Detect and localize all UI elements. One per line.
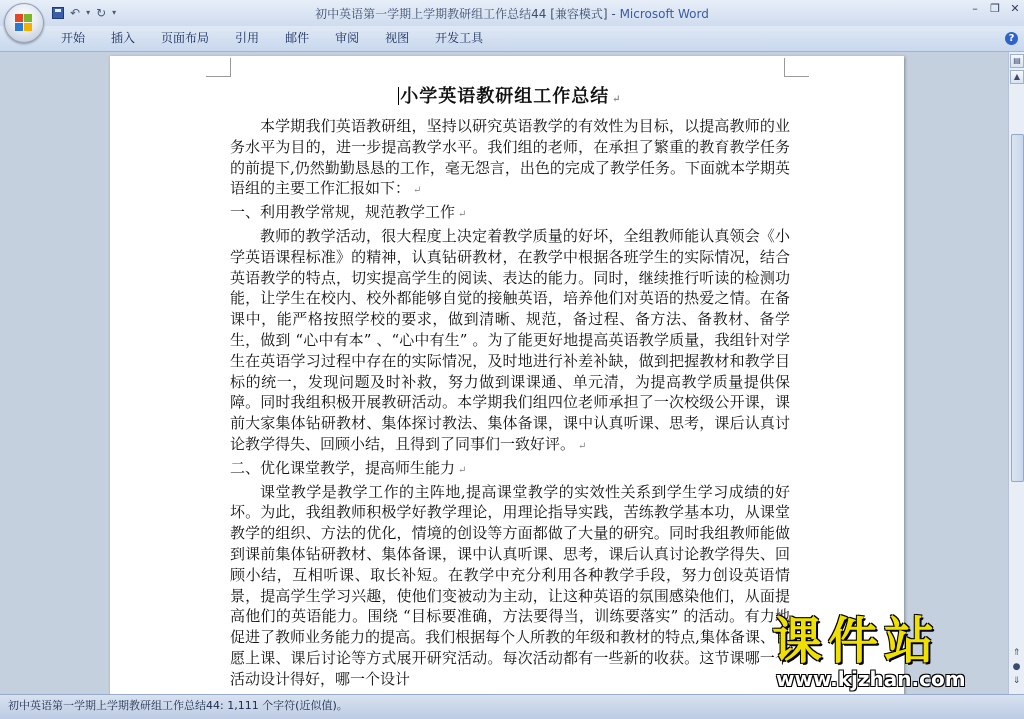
ribbon <box>0 26 1024 52</box>
office-button[interactable] <box>4 3 44 43</box>
ribbon-tabs <box>48 26 496 51</box>
undo-dropdown-icon[interactable]: ▾ <box>86 8 91 17</box>
scroll-thumb[interactable] <box>1011 134 1024 482</box>
paragraph-text: 课堂教学是教学工作的主阵地,提高课堂教学的实效性关系到学生学习成绩的好坏。为此，我组教师积极学好教学理论，用理论指导实践，苦练教学基本功，从课堂教学的组织、方法的优化，情境的创设等方面都做了大量的研究。同时我组教师能做到课前集体钻研教材、集体备课，课中认真听课、思考，课后认真讨论教学得失、回顾小结，互相听课、取长补短。在教学中充分利用各种教学手段，努力创设英语情景，提高学生学习兴趣，使他们变被动为主动，让这种英语的氛围感染他们，从面提高他们的英语能力。围绕 “目标要准确，方法要得当，训练要落实” 的活动。有力地促进了教师业务能力的提高。我们根据每个人所教的年级和教材的特点,集体备课、自愿上课、课后讨论等方式展开研究活动。每次活动都有一些新的收获。这节课哪一个活动设计得好，哪一个设计 <box>230 482 790 688</box>
paragraph-text: 本学期我们英语教研组，坚持以研究英语教学的有效性为目标，以提高教师的业务水平为目的，进一步提高教学水平。我们组的老师，在承担了繁重的教育教学任务的前提下,仍然勤勤恳恳的工作，毫无怨言，出色的完成了教学任务。下面就本学期英语组的主要工作汇报如下： <box>230 117 790 198</box>
tab-mailings[interactable]: 邮件 <box>285 31 310 45</box>
redo-icon[interactable]: ↻ <box>96 6 107 20</box>
paragraph-mark-icon: ↵ <box>458 209 467 221</box>
tab-review[interactable]: 审阅 <box>335 31 360 45</box>
paragraph-section-2 <box>230 482 790 690</box>
minimize-icon[interactable]: – <box>972 2 978 15</box>
vertical-scrollbar[interactable] <box>1008 52 1024 694</box>
window-controls <box>970 2 1020 16</box>
margin-corner-top-right <box>784 58 809 77</box>
customize-toolbar-icon[interactable]: ▾ <box>112 8 117 17</box>
previous-page-icon[interactable]: ⇑ <box>1012 648 1021 658</box>
browse-object-icon[interactable]: ● <box>1012 662 1021 672</box>
status-bar <box>0 694 1024 719</box>
window-title <box>0 5 1024 22</box>
restore-icon[interactable]: ❐ <box>990 2 1000 15</box>
close-icon[interactable]: ✕ <box>1010 2 1020 15</box>
undo-icon[interactable]: ↶ <box>70 6 81 20</box>
document-page[interactable] <box>110 56 904 694</box>
watermark-main-text: 课件站 <box>772 612 940 670</box>
section-heading-1 <box>230 202 790 226</box>
help-icon[interactable]: ? <box>1005 32 1018 45</box>
margin-corner-top-left <box>206 58 231 77</box>
paragraph-mark-icon: ↵ <box>578 440 587 452</box>
tab-view[interactable]: 视图 <box>385 31 410 45</box>
paragraph-mark-icon: ↵ <box>413 185 422 197</box>
title-bar <box>0 0 1024 26</box>
ruler-toggle-icon[interactable]: ▤ <box>1010 54 1024 68</box>
paragraph-intro <box>230 116 790 202</box>
tab-home[interactable]: 开始 <box>61 31 86 45</box>
title-separator: - <box>607 7 620 21</box>
document-area <box>0 52 1008 694</box>
tab-references[interactable]: 引用 <box>235 31 260 45</box>
paragraph-text: 一、利用教学常规，规范教学工作 <box>230 203 456 222</box>
paragraph-text: 二、优化课堂教学，提高师生能力 <box>230 458 456 477</box>
paragraph-mark-icon: ↵ <box>458 464 467 476</box>
tab-insert[interactable]: 插入 <box>111 31 136 45</box>
watermark-url: www.kjzhan.com <box>776 667 966 691</box>
paragraph-section-1 <box>230 226 790 458</box>
tab-developer[interactable]: 开发工具 <box>435 31 484 45</box>
document-title <box>230 84 790 113</box>
scroll-up-icon[interactable]: ▲ <box>1010 70 1024 84</box>
status-word-count[interactable]: 初中英语第一学期上学期教研组工作总结44: 1,111 个字符(近似值)。 <box>8 699 348 712</box>
document-name: 初中英语第一学期上学期教研组工作总结44 [兼容模式] <box>315 7 608 21</box>
paragraph-text: 教师的教学活动，很大程度上决定着教学质量的好坏，全组教师能认真领会《小学英语课程标准》的精神，认真钻研教材，在教学中根据各班学生的实际情况，结合英语教学的特点，切实提高学生的阅读、表达的能力。同时，继续推行听读的检测功能，让学生在校内、校外都能够自觉的接触英语，培养他们对英语的热爱之情。在备课中，能严格按照学校的要求，做到清晰、规范，备过程、备方法、备教材、备学生，做到 “心中有本” 、“心中有生” 。为了能更好地提高英语教学质量，我组针对学生在英语学习过程中存在的实际情况，及时地进行补差补缺，做到把握教材和教学目标的统一，发现问题及时补救，努力做到课课通、单元清，为提高教学质量提供保障。同时我组积极开展教研活动。本学期我们组四位老师承担了一次校级公开课，课前大家集体钻研教材、集体探讨教法、集体备课，课中认真听课、思考，课后认真讨论教学得失、回顾小结，且得到了同事们一致好评。 <box>230 226 790 453</box>
tab-page-layout[interactable]: 页面布局 <box>161 31 210 45</box>
next-page-icon[interactable]: ⇓ <box>1012 676 1021 686</box>
office-logo-icon <box>15 14 33 32</box>
app-name: Microsoft Word <box>619 7 709 21</box>
section-heading-2 <box>230 458 790 482</box>
document-body[interactable] <box>230 84 790 690</box>
paragraph-mark-icon: ↵ <box>612 94 622 105</box>
document-title-text: 小学英语教研组工作总结 <box>400 86 610 107</box>
